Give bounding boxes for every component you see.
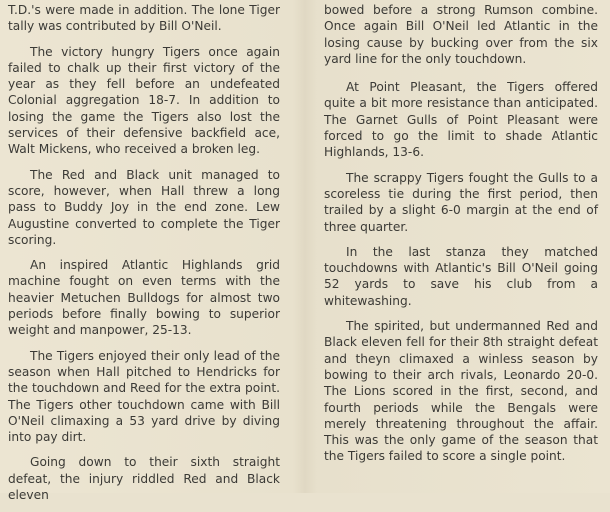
paragraph: The spirited, but undermanned Red and Black eleven fell for their 8th straight defeat and theyn climaxed a winless season by bowing to their arch rivals, Leonardo 20-0. The Lions scored in the first, second, and fourth periods while the Bengals were merely threatening throughout the affair. This was the only game of the season that the Tigers failed to score a single point.: [324, 319, 598, 464]
paragraph: The scrappy Tigers fought the Gulls to a scoreless tie during the first period, then trailed by a slight 6-0 margin at the end of three quarter.: [324, 170, 598, 234]
right-column: [324, 2, 598, 474]
paragraph: Going down to their sixth straight defeat, the injury riddled Red and Black eleven: [8, 455, 280, 503]
paragraph: The victory hungry Tigers once again failed to chalk up their first victory of the year as they fell before an undefeated Colonial aggregation 18-7. In addition to losing the game the Tigers also lost the services of their defensive backfield ace, Walt Mickens, who received a broken leg.: [8, 44, 280, 157]
left-column: [8, 2, 280, 512]
paragraph: The Red and Black unit managed to score, however, when Hall threw a long pass to Buddy Joy in the end zone. Lew Augustine converted to complete the Tiger scoring.: [8, 167, 280, 247]
paragraph: In the last stanza they matched touchdowns with Atlantic's Bill O'Neil going 52 yards to save his club from a whitewashing.: [324, 244, 598, 308]
paragraph: T.D.'s were made in addition. The lone Tiger tally was contributed by Bill O'Neil.: [8, 3, 280, 34]
paragraph: At Point Pleasant, the Tigers offered quite a bit more resistance than anticipated. The Garnet Gulls of Point Pleasant were forced to go the limit to shade Atlantic Highlands, 13-6.: [324, 80, 598, 160]
paragraph: An inspired Atlantic Highlands grid machine fought on even terms with the heavier Metuchen Bulldogs for almost two periods before finally bowing to superior weight and manpower, 25-13.: [8, 258, 280, 338]
paragraph: bowed before a strong Rumson combine. Once again Bill O'Neil led Atlantic in the losing cause by bucking over from the six yard line for the only touchdown.: [324, 3, 598, 66]
paragraph: The Tigers enjoyed their only lead of the season when Hall pitched to Hendricks for the touchdown and Reed for the extra point. The Tigers other touchdown came with Bill O'Neil climaxing a 53 yard drive by diving into pay dirt.: [8, 348, 280, 445]
